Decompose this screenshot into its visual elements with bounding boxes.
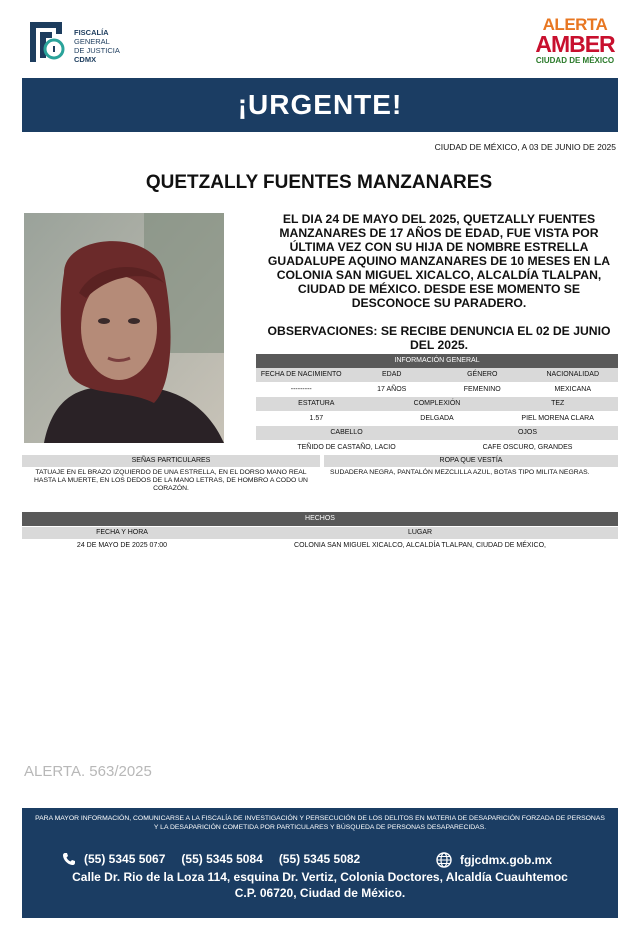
general-info-title [256,354,618,368]
value-eyes: CAFE OSCURO, GRANDES [482,444,573,451]
header-height: ESTATURA [298,400,335,407]
value-place: COLONIA SAN MIGUEL XICALCO, ALCALDÍA TLALPAN, CIUDAD DE MÉXICO, [294,542,546,549]
header-gender: GÉNERO [467,371,498,378]
header-place: LUGAR [407,529,433,536]
value-nationality: MEXICANA [554,386,592,393]
org-line-3: DE JUSTICIA [74,46,120,55]
observations-text: OBSERVACIONES: SE RECIBE DENUNCIA EL 02 DE JUNIO DEL 2025. [267,324,611,352]
footer-info: PARA MAYOR INFORMACIÓN, COMUNICARSE A LA FISCALÍA DE INVESTIGACIÓN Y PERSECUCIÓN DE LOS DELITOS EN MATERIA DE DESAPARICIÓN FORZADA DE PERSONAS Y LA DESAPARICIÓN COMETIDA POR PARTICULARES Y BÚSQUEDA DE PERSONAS DESAPARECIDAS. [35,815,605,831]
marks-title [22,455,320,467]
value-birthdate: --------- [290,386,312,393]
general-info-row3-values [256,441,618,454]
urgent-banner: ¡URGENTE! [22,78,618,132]
facts-title [22,512,618,526]
description-text: EL DIA 24 DE MAYO DEL 2025, QUETZALLY FUENTES MANZANARES DE 17 AÑOS DE EDAD, FUE VISTA POR ÚLTIMA VEZ CON SU HIJA DE NOMBRE ESTRELLA GUADALUPE AQUINO MANZANARES DE 10 MESES EN LA COLONIA SAN MIGUEL XICALCO, ALCALDÍA TLALPAN, CIUDAD DE MÉXICO. DESDE ESE MOMENTO SE DESCONOCE SU PARADERO. [267,212,611,310]
general-info-title-text: INFORMACIÓN GENERAL [394,357,480,364]
missing-person-name: QUETZALLY FUENTES MANZANARES [145,172,493,193]
marks-title-text: SEÑAS PARTICULARES [131,457,211,464]
alerta-amber-logo [532,16,618,74]
value-date-time: 24 DE MAYO DE 2025 07:00 [76,542,168,549]
clothing-value: SUDADERA NEGRA, PANTALÓN MEZCLILLA AZUL, BOTAS TIPO MILITA NEGRAS. [330,469,590,476]
phone-3[interactable]: (55) 5345 5082 [278,852,361,866]
general-info-row1-headers [256,368,618,382]
person-photo-illustration [24,213,224,443]
general-info-row2-values [256,412,618,425]
value-build: DELGADA [420,415,454,422]
value-complexion: PIEL MORENA CLARA [521,415,594,422]
value-age: 17 AÑOS [377,386,407,393]
header-nationality: NACIONALIDAD [546,371,599,378]
globe-icon [436,852,452,868]
address [22,869,618,901]
footer [22,808,618,918]
header-age: EDAD [382,371,402,378]
header-complexion: TEZ [551,400,565,407]
org-line-1: FISCALÍA [74,28,109,37]
value-hair: TEÑIDO DE CASTAÑO, LACIO [297,444,396,451]
clothing-title-text: ROPA QUE VESTÍA [439,457,503,464]
phone-1[interactable]: (55) 5345 5067 [84,852,166,866]
address-line-2: C.P. 06720, Ciudad de México. [234,886,406,900]
alert-number: ALERTA. 563/2025 [24,763,152,780]
general-info-row2-headers [256,397,618,411]
amber-line-1: ALERTA [542,15,608,34]
facts-headers [22,527,618,539]
org-name [74,28,120,64]
person-photo [24,213,224,443]
phone-list [62,852,376,866]
fgj-logo [24,18,134,68]
header-eyes: OJOS [517,429,538,436]
amber-line-2: AMBER [535,31,615,57]
value-height: 1.57 [309,415,324,422]
header-date-time: FECHA Y HORA [96,529,148,536]
header-hair: CABELLO [330,429,363,436]
website-block [436,852,552,868]
website-link[interactable]: fgjcdmx.gob.mx [460,853,553,867]
amber-line-3: CIUDAD DE MÉXICO [535,56,615,65]
facts-title-text: HECHOS [305,515,335,522]
facts-values [22,540,618,552]
clothing-title [324,455,618,467]
fgj-logo-icon [24,18,68,68]
header-birthdate: FECHA DE NACIMIENTO [260,371,342,378]
phone-icon [62,852,76,866]
general-info-row1-values [256,383,618,396]
org-line-4: CDMX [74,55,97,64]
address-line-1: Calle Dr. Rio de la Loza 114, esquina Dr. Vertiz, Colonia Doctores, Alcaldía Cuauhtemoc [72,870,568,884]
date-line: CIUDAD DE MÉXICO, A 03 DE JUNIO DE 2025 [434,142,616,152]
header-build: COMPLEXIÓN [413,400,461,407]
general-info-row3-headers [256,426,618,440]
value-gender: FEMENINO [463,386,501,393]
phone-2[interactable]: (55) 5345 5084 [181,852,263,866]
org-line-2: GENERAL [74,37,110,46]
marks-value: TATUAJE EN EL BRAZO IZQUIERDO DE UNA ESTRELLA, EN EL DORSO MANO REAL HASTA LA MUERTE, EN LOS DEDOS DE LA MANO LETRAS, DE HOMBRO A CODO UN CORAZÓN. [34,469,308,492]
